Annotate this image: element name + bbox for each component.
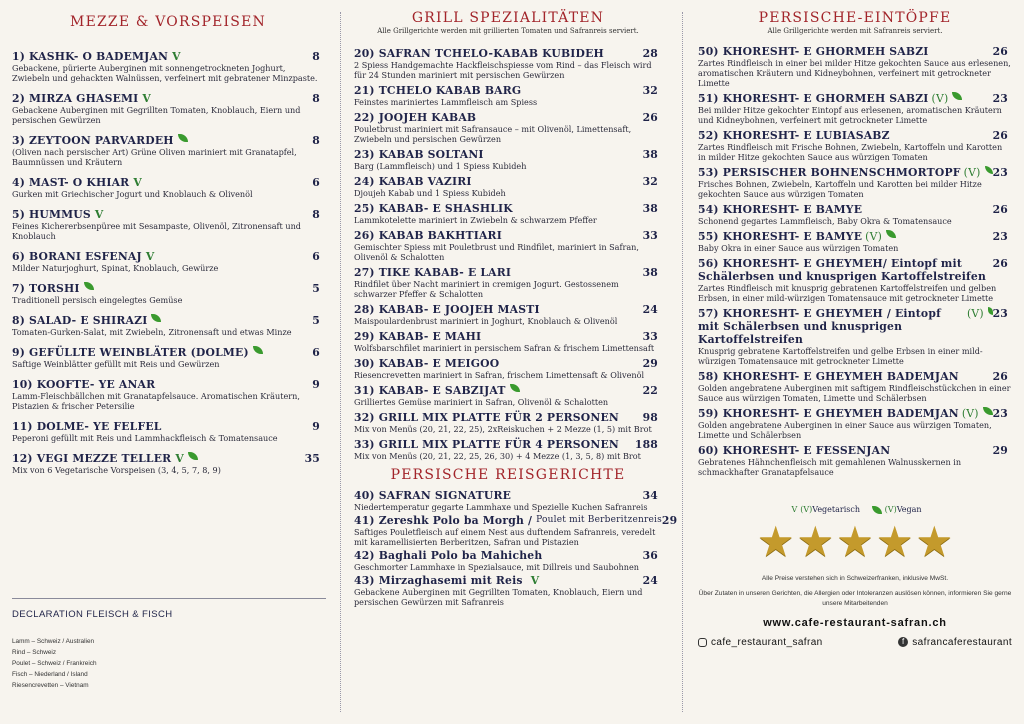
menu-item-description: Wolfsbarschfilet mariniert in persischem Safran & frischem Limettensaft bbox=[354, 343, 655, 353]
menu-item-name: 41) Zereshk Polo ba Morgh / bbox=[354, 514, 533, 527]
menu-item-name: 24) KABAB VAZIRI bbox=[354, 175, 472, 188]
menu-item-header bbox=[12, 282, 324, 295]
menu-item bbox=[698, 230, 1012, 253]
menu-item-name: 23) KABAB SOLTANI bbox=[354, 148, 484, 161]
menu-item-price: 26 bbox=[992, 257, 1008, 270]
menu-item-name: 5) HUMMUS bbox=[12, 208, 91, 221]
vegetarian-v-icon: V bbox=[142, 92, 151, 105]
menu-item-price: 29 bbox=[992, 444, 1008, 457]
menu-item-description: Zartes Rindfleisch in einer bei milder Hitze gekochten Sauce aus erlesenen, aromatischen Kräutern und Kidneybohnen, verfeinert mit getrockneter Limette bbox=[698, 58, 1011, 88]
menu-item-header bbox=[354, 148, 662, 161]
menu-item bbox=[12, 346, 324, 369]
menu-item-description: Gebackene Auberginen mit Gegrillten Tomaten, Knoblauch, Eiern und persischen Gewürzen mit Safranreis bbox=[354, 587, 643, 607]
menu-item bbox=[12, 176, 324, 199]
menu-item-price: 32 bbox=[642, 175, 658, 188]
menu-item bbox=[354, 357, 662, 380]
star-icon: ★ bbox=[875, 517, 914, 566]
menu-item-header bbox=[354, 111, 662, 124]
menu-item-header bbox=[354, 574, 662, 587]
menu-item-description: Mix von Menüs (20, 21, 22, 25), 2xReiskuchen + 2 Mezze (1, 5) mit Brot bbox=[354, 424, 652, 434]
menu-item-description: Gebackene Auberginen mit Gegrillten Tomaten, Knoblauch, Eiern und persischen Gewürzen bbox=[12, 105, 301, 125]
menu-item-description: Golden angebratene Auberginen in einer Sauce aus würzigen Tomaten, Limette und Schälerbsen bbox=[698, 420, 992, 440]
menu-item-description: Zartes Rindfleisch mit knusprig gebratenen Kartoffelstreifen und gelben Erbsen, in einer mild-würzigen Tomatensauce mit getrockneter Limette bbox=[698, 283, 997, 303]
menu-item bbox=[698, 45, 1012, 88]
menu-item-description: Riesencrevetten mariniert in Safran, frischem Limettensaft & Olivenöl bbox=[354, 370, 645, 380]
menu-item-name: 20) SAFRAN TCHELO-KABAB KUBIDEH bbox=[354, 47, 604, 60]
menu-item-price: 24 bbox=[642, 303, 658, 316]
menu-item bbox=[698, 407, 1012, 440]
menu-item-price: 9 bbox=[312, 378, 320, 391]
star-icon: ★ bbox=[836, 517, 874, 566]
menu-item-name: 56) KHORESHT- E GHEYMEH/ Eintopf mit Schälerbsen und knusprigen Kartoffelstreifen bbox=[698, 257, 987, 283]
menu-item-price: 5 bbox=[312, 314, 320, 327]
menu-item bbox=[354, 47, 662, 80]
menu-item-description: Maispoulardenbrust mariniert in Joghurt, Knoblauch & Olivenöl bbox=[354, 316, 618, 326]
menu-item bbox=[354, 549, 662, 572]
declaration-line: Poulet – Schweiz / Frankreich bbox=[12, 660, 97, 667]
menu-item-header bbox=[698, 45, 1012, 58]
menu-item-price: 5 bbox=[312, 282, 320, 295]
price-note: Alle Preise verstehen sich in Schweizerfranken, inklusive MwSt. Über Zutaten in unseren Gerichten, die Allergien oder Intoleranzen auslösen können, informieren Sie gerne unsere Mitarbeitenden bbox=[698, 575, 1012, 607]
menu-item-price: 23 bbox=[992, 230, 1008, 243]
menu-item-name: 60) KHORESHT- E FESSENJAN bbox=[698, 444, 891, 457]
vegan-leaf-icon bbox=[886, 230, 896, 238]
menu-item-price: 33 bbox=[642, 330, 658, 343]
menu-item-name: 52) KHORESHT- E LUBIASABZ bbox=[698, 129, 890, 142]
facebook-link[interactable]: f safrancaferestaurant bbox=[898, 637, 1012, 648]
menu-item bbox=[698, 129, 1012, 162]
declaration-line: Lamm – Schweiz / Australien bbox=[12, 638, 95, 645]
vegan-leaf-icon bbox=[151, 314, 161, 322]
menu-item-name: 12) VEGI MEZZE TELLER bbox=[12, 452, 172, 465]
grill-list bbox=[354, 47, 662, 461]
menu-item bbox=[354, 175, 662, 198]
stews-column bbox=[684, 0, 1024, 724]
declaration-lines bbox=[12, 636, 326, 691]
vegetarian-v-icon: V bbox=[791, 505, 798, 514]
star-icon: ★ bbox=[756, 517, 795, 566]
menu-item bbox=[354, 514, 678, 547]
menu-item bbox=[354, 202, 662, 225]
menu-item-header bbox=[12, 92, 324, 105]
menu-item-name: 42) Baghali Polo ba Mahicheh bbox=[354, 549, 543, 562]
menu-item-description: Barg (Lammfleisch) und 1 Spiess Kubideh bbox=[354, 161, 527, 171]
menu-item-description: 2 Spiess Handgemachte Hackfleischspiesse vom Rind – das Fleisch wird für 24 Stunden mariniert mit persischen Gewürzen bbox=[354, 60, 652, 80]
menu-item-name: 50) KHORESHT- E GHORMEH SABZI bbox=[698, 45, 929, 58]
menu-item-name: 53) PERSISCHER BOHNENSCHMORTOPF bbox=[698, 166, 961, 179]
menu-item-name: 28) KABAB- E JOOJEH MASTI bbox=[354, 303, 540, 316]
vegan-leaf-icon bbox=[952, 92, 962, 100]
grill-subtitle: Alle Grillgerichte werden mit grillierten Tomaten und Safranreis serviert. bbox=[377, 27, 639, 35]
star-icon: ★ bbox=[915, 517, 954, 566]
menu-item-name: 51) KHORESHT- E GHORMEH SABZI bbox=[698, 92, 929, 105]
menu-item-header bbox=[12, 378, 324, 391]
menu-item-price: 8 bbox=[312, 92, 320, 105]
menu-item-name: 29) KABAB- E MAHI bbox=[354, 330, 482, 343]
menu-item-header bbox=[354, 84, 662, 97]
menu-item-header bbox=[698, 129, 1012, 142]
menu-item-name: 7) TORSHI bbox=[12, 282, 80, 295]
menu-item bbox=[354, 111, 662, 144]
star-rating bbox=[698, 517, 1012, 566]
menu-item-price: 38 bbox=[642, 148, 658, 161]
menu-item-header bbox=[12, 346, 324, 359]
menu-item-price: 36 bbox=[642, 549, 658, 562]
menu-item-description: Grilliertes Gemüse mariniert in Safran, Olivenöl & Schalotten bbox=[354, 397, 609, 407]
menu-item-price: 98 bbox=[642, 411, 658, 424]
vegetarian-v-icon: (V) bbox=[961, 407, 979, 420]
menu-item-price: 26 bbox=[992, 203, 1008, 216]
menu-item-description: Djoujeh Kabab und 1 Spiess Kubideh bbox=[354, 188, 506, 198]
menu-item-header bbox=[354, 303, 662, 316]
menu-item-header bbox=[354, 384, 662, 397]
menu-item-header bbox=[12, 250, 324, 263]
menu-item-name: 58) KHORESHT- E GHEYMEH BADEMJAN bbox=[698, 370, 959, 383]
menu-item-header bbox=[354, 330, 662, 343]
menu-item-header bbox=[12, 420, 324, 433]
menu-item-name: 59) KHORESHT- E GHEYMEH BADEMJAN bbox=[698, 407, 959, 420]
menu-item-price: 188 bbox=[634, 438, 658, 451]
menu-item bbox=[12, 282, 324, 305]
menu-item-price: 23 bbox=[992, 407, 1008, 420]
vegan-leaf-icon bbox=[510, 384, 520, 392]
menu-item-description: Gebackene, pürierte Auberginen mit sonnengetrockneten Joghurt, Zwiebeln und gehackten Walnüssen, verfeinert mit gebratener Minzpaste. bbox=[12, 63, 318, 83]
vegetarian-v-icon: V bbox=[94, 208, 104, 221]
menu-item-name: 32) GRILL MIX PLATTE FÜR 2 PERSONEN bbox=[354, 411, 619, 424]
menu-item bbox=[12, 314, 324, 337]
grill-title: GRILL SPEZIALITÄTEN bbox=[411, 10, 605, 26]
vegetarian-v-icon: (V) bbox=[963, 166, 981, 179]
rice-title: PERSISCHE REISGERICHTE bbox=[390, 467, 626, 483]
menu-item-header bbox=[698, 230, 1012, 243]
menu-item-price: 26 bbox=[642, 111, 658, 124]
menu-item-description: Schonend gegartes Lammfleisch, Baby Okra & Tomatensauce bbox=[698, 216, 952, 226]
grill-column bbox=[342, 0, 678, 724]
menu-item bbox=[354, 266, 662, 299]
stews-list bbox=[698, 45, 1012, 477]
vegan-leaf-icon bbox=[985, 166, 993, 174]
menu-item bbox=[698, 203, 1012, 226]
menu-item bbox=[698, 166, 1012, 199]
menu-item-name: 33) GRILL MIX PLATTE FÜR 4 PERSONEN bbox=[354, 438, 619, 451]
menu-item-price: 26 bbox=[992, 45, 1008, 58]
declaration-line: Riesencrevetten – Vietnam bbox=[12, 682, 89, 689]
vegetarian-v-icon: V bbox=[145, 250, 155, 263]
menu-item bbox=[354, 489, 662, 512]
menu-item-header bbox=[698, 444, 1012, 457]
menu-item-price: 24 bbox=[642, 574, 658, 587]
menu-item-name: 1) KASHK- O BADEMJAN bbox=[12, 50, 169, 63]
menu-item bbox=[12, 92, 324, 125]
menu-item-price: 23 bbox=[992, 166, 1008, 179]
menu-item-header bbox=[698, 370, 1012, 383]
menu-item-name: 27) TIKE KABAB- E LARI bbox=[354, 266, 512, 279]
vegan-leaf-icon bbox=[983, 407, 993, 415]
menu-item-name: 3) ZEYTOON PARVARDEH bbox=[12, 134, 174, 147]
menu-item-header bbox=[12, 314, 324, 327]
menu-item-name: 57) KHORESHT- E GHEYMEH / Eintopf mit Schälerbsen und knusprigen Kartoffelstreifen bbox=[698, 307, 941, 346]
vegan-leaf-icon bbox=[178, 134, 188, 142]
menu-item bbox=[698, 444, 1012, 477]
menu-item-header bbox=[354, 47, 662, 60]
menu-item-header bbox=[698, 257, 1012, 283]
menu-item-header bbox=[354, 411, 662, 424]
menu-item bbox=[12, 452, 324, 475]
menu-item bbox=[12, 134, 324, 167]
menu-item-description: Lamm-Fleischbällchen mit Granatapfelsauce. Aromatischen Kräutern, Pistazien & frischer Petersilie bbox=[12, 391, 300, 411]
menu-item-name: 4) MAST- O KHIAR bbox=[12, 176, 130, 189]
menu-item-header bbox=[354, 175, 662, 188]
menu-item-description: Bei milder Hitze gekochter Eintopf aus erlesenen, aromatischen Kräutern und Kidneybohnen, verfeinert mit getrockneter Limette bbox=[698, 105, 1002, 125]
menu-item-header bbox=[354, 514, 678, 527]
menu-item-description: Geschmorter Lammhaxe in Spezialsauce, mit Dillreis und Saubohnen bbox=[354, 562, 639, 572]
menu-item-name: 55) KHORESHT- E BAMYE bbox=[698, 230, 863, 243]
declaration-line: Rind – Schweiz bbox=[12, 649, 57, 656]
vegan-leaf-icon bbox=[84, 282, 94, 290]
menu-item-name: 26) KABAB BAKHTIARI bbox=[354, 229, 502, 242]
menu-item-price: 29 bbox=[661, 514, 678, 527]
column-divider-2 bbox=[682, 12, 683, 712]
menu-item-description: Gurken mit Griechischer Jogurt und Knoblauch & Olivenöl bbox=[12, 189, 253, 199]
menu-item-price: 23 bbox=[992, 92, 1008, 105]
menu-item bbox=[698, 370, 1012, 403]
mezze-list bbox=[12, 50, 324, 475]
menu-item-price: 38 bbox=[642, 266, 658, 279]
instagram-link[interactable]: cafe_restaurant_safran bbox=[698, 637, 823, 648]
menu-item-description: Lammkotelette mariniert in Zwiebeln & schwarzem Pfeffer bbox=[354, 215, 597, 225]
menu-item-description: Gebratenes Hähnchenfleisch mit gemahlenen Walnusskernen in schmackhafter Granatapfelsauce bbox=[698, 457, 962, 477]
menu-item-name: 25) KABAB- E SHASHLIK bbox=[354, 202, 513, 215]
star-icon: ★ bbox=[796, 517, 835, 566]
menu-item-price: 26 bbox=[992, 370, 1008, 383]
menu-item-header bbox=[698, 203, 1012, 216]
menu-item-description: (Oliven nach persischer Art) Grüne Oliven mariniert mit Granatapfel, Baumnüssen und Kräutern bbox=[12, 147, 297, 167]
menu-item bbox=[354, 303, 662, 326]
menu-item bbox=[354, 411, 662, 434]
menu-item-price: 28 bbox=[642, 47, 658, 60]
menu-item-name: 22) JOOJEH KABAB bbox=[354, 111, 477, 124]
menu-item-header bbox=[12, 50, 324, 63]
menu-item bbox=[354, 229, 662, 262]
menu-item-header bbox=[354, 438, 662, 451]
menu-item bbox=[698, 257, 1012, 303]
vegan-leaf-icon bbox=[188, 452, 198, 460]
menu-item-price: 8 bbox=[312, 134, 320, 147]
vegan-leaf-icon bbox=[253, 346, 263, 354]
menu-item-price: 33 bbox=[642, 229, 658, 242]
menu-item-header bbox=[12, 134, 324, 147]
menu-item-header bbox=[354, 489, 662, 502]
menu-item-description: Frisches Bohnen, Zwiebeln, Kartoffeln und Karotten bei milder Hitze gekochten Sauce aus würzigen Tomaten bbox=[698, 179, 982, 199]
diet-legend: V (V)Vegetarisch (V)Vegan bbox=[791, 505, 922, 514]
stews-subtitle: Alle Grillgerichte werden mit Safranreis serviert. bbox=[767, 27, 943, 35]
menu-item-price: 26 bbox=[992, 129, 1008, 142]
menu-item bbox=[354, 384, 662, 407]
vegan-leaf-icon bbox=[872, 506, 882, 514]
menu-item-name: 6) BORANI ESFENAJ bbox=[12, 250, 142, 263]
menu-item bbox=[698, 92, 1012, 125]
menu-item-description: Golden angebratene Auberginen mit saftigem Rindfleischstückchen in einer Sauce aus würzigen Tomaten, Limette und Schälerbsen bbox=[698, 383, 1011, 403]
menu-item-price: 6 bbox=[312, 176, 320, 189]
menu-item-name: 21) TCHELO KABAB BARG bbox=[354, 84, 522, 97]
menu-item-name: 10) KOOFTE- YE ANAR bbox=[12, 378, 156, 391]
menu-item-description: Traditionell persisch eingelegtes Gemüse bbox=[12, 295, 183, 305]
menu-item-price: 8 bbox=[312, 208, 320, 221]
menu-item-price: 9 bbox=[312, 420, 320, 433]
vegetarian-v-icon: (V) bbox=[865, 230, 882, 243]
social-links bbox=[698, 637, 1012, 648]
menu-item-description: Milder Naturjoghurt, Spinat, Knoblauch, Gewürze bbox=[12, 263, 219, 273]
declaration-section bbox=[12, 598, 326, 691]
menu-item-description: Niedertemperatur gegarte Lammhaxe und Spezielle Kuchen Safranreis bbox=[354, 502, 648, 512]
menu-item-description: Mix von Menüs (20, 21, 22, 25, 26, 30) + 4 Mezze (1, 3, 5, 8) mit Brot bbox=[354, 451, 641, 461]
menu-item bbox=[12, 250, 324, 273]
menu-item-header bbox=[698, 407, 1012, 420]
vegetarian-v-icon: V bbox=[175, 452, 184, 465]
instagram-icon bbox=[698, 638, 707, 647]
menu-item bbox=[354, 84, 662, 107]
menu-item bbox=[12, 420, 324, 443]
menu-item-name: 2) MIRZA GHASEMI bbox=[12, 92, 139, 105]
menu-item-description: Saftiges Pouletfleisch auf einem Nest aus duftendem Safranreis, veredelt mit karamellisierten Berberitzen, Safran und Pistazien bbox=[354, 527, 656, 547]
menu-item-description: Rindfilet über Nacht mariniert in cremigen Jogurt. Gestossenem schwarzer Pfeffer & Schalotten bbox=[354, 279, 619, 299]
vegan-label: Vegan bbox=[896, 505, 922, 514]
menu-item-header bbox=[12, 176, 324, 189]
menu-item-price: 35 bbox=[304, 452, 320, 465]
menu-item-description: Mix von 6 Vegetarische Vorspeisen (3, 4, 5, 7, 8, 9) bbox=[12, 465, 221, 475]
menu-item-description: Tomaten-Gurken-Salat, mit Zwiebeln, Zitronensaft und etwas Minze bbox=[12, 327, 292, 337]
menu-item-name: 9) GEFÜLLTE WEINBLÄTER (DOLME) bbox=[12, 346, 249, 359]
menu-item-price: 38 bbox=[642, 202, 658, 215]
menu-item-name: 8) SALAD- E SHIRAZI bbox=[12, 314, 148, 327]
menu-item bbox=[12, 208, 324, 241]
menu-item-description: Pouletbrust mariniert mit Safransauce – mit Olivenöl, Limettensaft, Zwiebeln und persischen Gewürzen bbox=[354, 124, 632, 144]
menu-item-name: 31) KABAB- E SABZIJAT bbox=[354, 384, 506, 397]
menu-item bbox=[698, 307, 1012, 366]
menu-item-header bbox=[354, 549, 662, 562]
menu-item-description: Saftige Weinblätter gefüllt mit Reis und Gewürzen bbox=[12, 359, 220, 369]
menu-item-description: Feinstes mariniertes Lammfleisch am Spiess bbox=[354, 97, 538, 107]
vegetarian-label: Vegetarisch bbox=[812, 505, 861, 514]
menu-item-price: 23 bbox=[992, 307, 1008, 320]
menu-item bbox=[12, 378, 324, 411]
menu-item-description: Gemischter Spiess mit Pouletbrust und Rindfilet, mariniert in Safran, Olivenöl & Schalotten bbox=[354, 242, 639, 262]
menu-item-price: 29 bbox=[642, 357, 658, 370]
vegetarian-v-icon: V bbox=[172, 50, 181, 63]
menu-item-description: Peperoni gefüllt mit Reis und Lammhackfleisch & Tomatensauce bbox=[12, 433, 278, 443]
declaration-line: Fisch – Niederland / Island bbox=[12, 671, 88, 678]
menu-item-header bbox=[354, 202, 662, 215]
menu-item-header bbox=[12, 452, 324, 465]
menu-item bbox=[354, 574, 662, 607]
menu-item-price: 8 bbox=[312, 50, 320, 63]
mezze-title: MEZZE & VORSPEISEN bbox=[70, 14, 266, 30]
menu-item-header bbox=[354, 357, 662, 370]
rice-list bbox=[354, 489, 678, 607]
menu-item-name: 43) Mirzaghasemi mit Reis bbox=[354, 574, 523, 587]
vegetarian-v-icon: V bbox=[530, 574, 540, 587]
menu-item-price: 6 bbox=[312, 346, 320, 359]
menu-item-header bbox=[698, 166, 1012, 179]
menu-item-name: 11) DOLME- YE FELFEL bbox=[12, 420, 162, 433]
menu-item bbox=[354, 330, 662, 353]
menu-item-header bbox=[12, 208, 324, 221]
menu-item-description: Zartes Rindfleisch mit Frische Bohnen, Zwiebeln, Kartoffeln und Karotten in milder Hitze gekochten Sauce aus würzigen Tomaten bbox=[698, 142, 1003, 162]
menu-item-price: 6 bbox=[312, 250, 320, 263]
website-link[interactable]: www.cafe-restaurant-safran.ch bbox=[763, 617, 947, 629]
menu-item-header bbox=[698, 307, 1012, 346]
declaration-title: DECLARATION FLEISCH & FISCH bbox=[12, 609, 173, 620]
menu-item bbox=[354, 438, 662, 461]
vegetarian-v-icon: (V) bbox=[931, 92, 949, 105]
vegetarian-v-icon: (V) bbox=[966, 307, 984, 320]
menu-item-description: Baby Okra in einer Sauce aus würzigen Tomaten bbox=[698, 243, 899, 253]
menu-item-header bbox=[354, 266, 662, 279]
menu-item-price: 34 bbox=[642, 489, 658, 502]
menu-item bbox=[354, 148, 662, 171]
menu-item-name: 54) KHORESHT- E BAMYE bbox=[698, 203, 863, 216]
facebook-icon: f bbox=[898, 637, 908, 647]
menu-item bbox=[12, 50, 324, 83]
menu-item-header bbox=[698, 92, 1012, 105]
menu-item-header bbox=[354, 229, 662, 242]
menu-item-price: 32 bbox=[642, 84, 658, 97]
menu-item-price: 22 bbox=[642, 384, 658, 397]
menu-item-name: 40) SAFRAN SIGNATURE bbox=[354, 489, 512, 502]
mezze-column bbox=[0, 0, 338, 724]
vegetarian-v-icon: V bbox=[133, 176, 142, 189]
menu-item-extra: Poulet mit Berberitzenreis bbox=[536, 515, 662, 525]
menu-item-name: 30) KABAB- E MEIGOO bbox=[354, 357, 500, 370]
column-divider-1 bbox=[340, 12, 341, 712]
stews-title: PERSISCHE-EINTÖPFE bbox=[758, 10, 952, 26]
menu-item-description: Knusprig gebratene Kartoffelstreifen und gelbe Erbsen in einer mild-würzigen Tomatensauce mit getrockneter Limette bbox=[698, 346, 983, 366]
menu-item-description: Feines Kichererbsenpüree mit Sesampaste, Olivenöl, Zitronensaft und Knoblauch bbox=[12, 221, 301, 241]
